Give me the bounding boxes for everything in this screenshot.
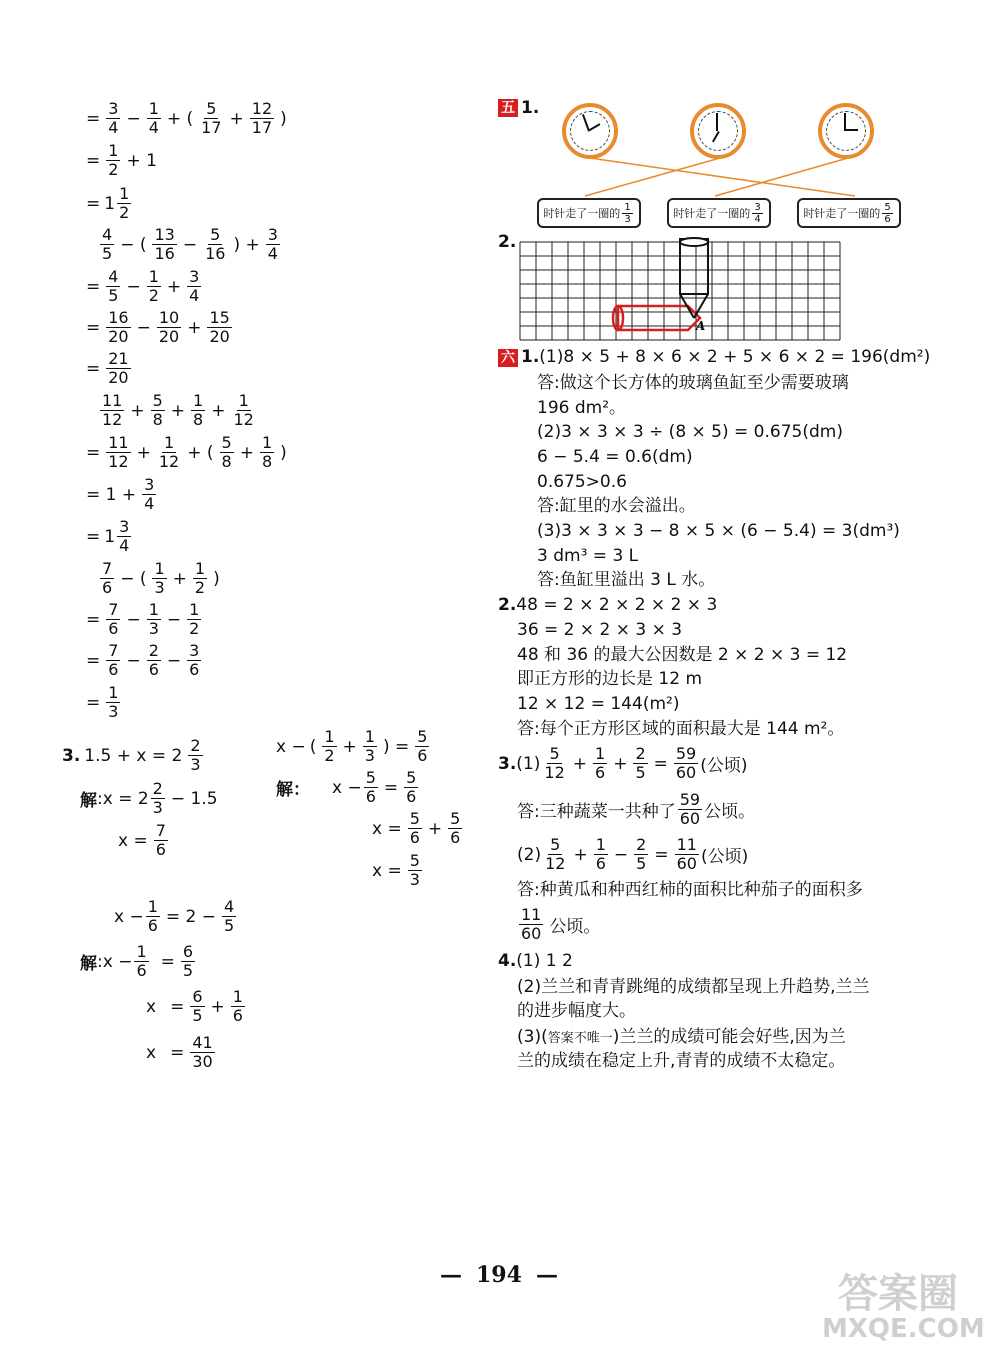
eq2-head: x − ( $\frac{1}{2}$ + $\frac{1}{3}$ ) = $\frac{5}{6}$ xyxy=(276,727,428,765)
section5-q2-label: 2. xyxy=(498,232,517,252)
calc3-line1: = $\frac{11}{12}$ + $\frac{1}{12}$ + ( $\frac{5}{8}$ + $\frac{1}{8}$ ) xyxy=(86,433,287,471)
fraction: $\frac{3}{4}$ xyxy=(108,99,119,137)
answer-text: 196 dm²。 xyxy=(537,398,627,418)
section6-q3-line1: 3. (1) $\frac{5}{12}$ + $\frac{1}{6}$ + $\frac{2}{5}$ = $\frac{59}{60}$ (公顷) xyxy=(498,744,748,782)
solution-line: (2)3 × 3 × 3 ÷ (8 × 5) = 0.675(dm) xyxy=(537,422,843,442)
calc2-line3: = $\frac{21}{20}$ xyxy=(86,349,129,387)
eq2-solution-line1: 解： x − $\frac{5}{6}$ = $\frac{5}{6}$ xyxy=(276,768,417,806)
eq3-solution-line1: 解 :x − $\frac{1}{6}$ = $\frac{6}{5}$ xyxy=(80,942,194,980)
calc1-line3: = 1 $\frac{1}{2}$ xyxy=(86,184,130,222)
solution-line: 0.675>0.6 xyxy=(537,472,627,492)
section-badge: 六 xyxy=(498,349,518,367)
section6-q1-line1: 六 1.(1)8 × 5 + 8 × 6 × 2 + 5 × 6 × 2 = 196(dm²) xyxy=(498,346,930,368)
calc4-line3: = $\frac{1}{3}$ xyxy=(86,683,119,721)
eq3-head: x − $\frac{1}{6}$ = 2 − $\frac{4}{5}$ xyxy=(114,897,235,935)
answer-text: $\frac{11}{60}$ 公顷。 xyxy=(521,905,601,943)
calc2-head: $\frac{4}{5}$ − ( $\frac{13}{16}$ − $\frac{5}{16}$ ) + $\frac{3}{4}$ xyxy=(102,225,278,263)
clock-option-box: 时针走了一圈的 $\frac{3}{4}$ xyxy=(667,198,771,228)
calc2-line1: = $\frac{4}{5}$ − $\frac{1}{2}$ + $\frac{3}{4}$ xyxy=(86,267,200,305)
eq1-head: 3. 1.5 + x = 2 $\frac{2}{3}$ xyxy=(62,736,201,774)
clock-option-box: 时针走了一圈的 $\frac{1}{3}$ xyxy=(537,198,641,228)
section5-q1-header: 五 1. xyxy=(498,98,539,118)
clock-option-box: 时针走了一圈的 $\frac{5}{6}$ xyxy=(797,198,901,228)
solution-line: (3)3 × 3 × 3 − 8 × 5 × (6 − 5.4) = 3(dm³) xyxy=(537,521,900,541)
calc3-line2: = 1 + $\frac{3}{4}$ xyxy=(86,475,155,513)
answer-text: (3)(答案不唯一)兰兰的成绩可能会好些,因为兰 xyxy=(517,1027,846,1047)
eq1-solution-line2: x = $\frac{7}{6}$ xyxy=(118,821,166,859)
answer-text: 答:三种蔬菜一共种了 $\frac{59}{60}$ 公顷。 xyxy=(517,790,756,828)
eq2-solution-line3: x = $\frac{5}{3}$ xyxy=(372,851,420,889)
answer-text: 的进步幅度大。 xyxy=(517,1001,636,1021)
eq2-solution-line2: x = $\frac{5}{6}$ + $\frac{5}{6}$ xyxy=(372,809,461,847)
section6-q3-line2: (2) $\frac{5}{12}$ + $\frac{1}{6}$ − $\frac{2}{5}$ = $\frac{11}{60}$ (公顷) xyxy=(517,835,749,873)
grid-figure xyxy=(518,236,848,342)
solution-line: 即正方形的边长是 12 m xyxy=(517,669,702,689)
match-lines xyxy=(500,150,900,200)
point-label: A xyxy=(696,319,706,333)
solution-line: 48 和 36 的最大公因数是 2 × 2 × 3 = 12 xyxy=(517,645,848,665)
answer-text: 答:鱼缸里溢出 3 L 水。 xyxy=(537,570,716,590)
eq3-solution-line3: x = $\frac{41}{30}$ xyxy=(146,1033,213,1071)
page-number: — 194 — xyxy=(440,1262,558,1288)
answer-text: 答:每个正方形区域的面积最大是 144 m²。 xyxy=(517,719,845,739)
solution-line: 6 − 5.4 = 0.6(dm) xyxy=(537,447,693,467)
calc1-line1: = $\frac{3}{4}$ − $\frac{1}{4}$ + ( $\frac{5}{17}$ + $\frac{12}{17}$ ) xyxy=(86,99,287,137)
calc3-line3: = 1 $\frac{3}{4}$ xyxy=(86,517,130,555)
calc4-line1: = $\frac{7}{6}$ − $\frac{1}{3}$ − $\frac{1}{2}$ xyxy=(86,600,200,638)
answer-text: (2)兰兰和青青跳绳的成绩都呈现上升趋势,兰兰 xyxy=(517,977,870,997)
solution-line: 12 × 12 = 144(m²) xyxy=(517,694,680,714)
calc2-line2: = $\frac{16}{20}$ − $\frac{10}{20}$ + $\frac{15}{20}$ xyxy=(86,308,230,346)
eq3-solution-line2: x = $\frac{6}{5}$ + $\frac{1}{6}$ xyxy=(146,987,243,1025)
solution-line: 36 = 2 × 2 × 3 × 3 xyxy=(517,620,683,640)
section6-q4-line1: 4.(1) 1 2 xyxy=(498,951,573,971)
calc1-line2: = $\frac{1}{2}$ + 1 xyxy=(86,141,157,179)
solution-line: 3 dm³ = 3 L xyxy=(537,546,639,566)
calc4-line2: = $\frac{7}{6}$ − $\frac{2}{6}$ − $\frac{3}{6}$ xyxy=(86,641,200,679)
answer-text: 答:做这个长方体的玻璃鱼缸至少需要玻璃 xyxy=(537,373,849,393)
calc4-head: $\frac{7}{6}$ − ( $\frac{1}{3}$ + $\frac{1}{2}$ ) xyxy=(102,559,220,597)
answer-text: 答:缸里的水会溢出。 xyxy=(537,496,696,516)
eq1-solution-line1: 解 :x = 2 $\frac{2}{3}$ − 1.5 xyxy=(80,779,218,817)
section6-q2-line1: 2.48 = 2 × 2 × 2 × 2 × 3 xyxy=(498,595,718,615)
watermark-logo: 答案圈 xyxy=(838,1271,958,1317)
calc3-head: $\frac{11}{12}$ + $\frac{5}{8}$ + $\frac{1}{8}$ + $\frac{1}{12}$ xyxy=(102,391,254,429)
watermark-url: MXQE.COM xyxy=(822,1314,985,1344)
answer-text: 答:种黄瓜和种西红柿的面积比种茄子的面积多 xyxy=(517,880,863,900)
section-badge: 五 xyxy=(498,99,518,117)
answer-text: 兰的成绩在稳定上升,青青的成绩不太稳定。 xyxy=(517,1051,846,1071)
